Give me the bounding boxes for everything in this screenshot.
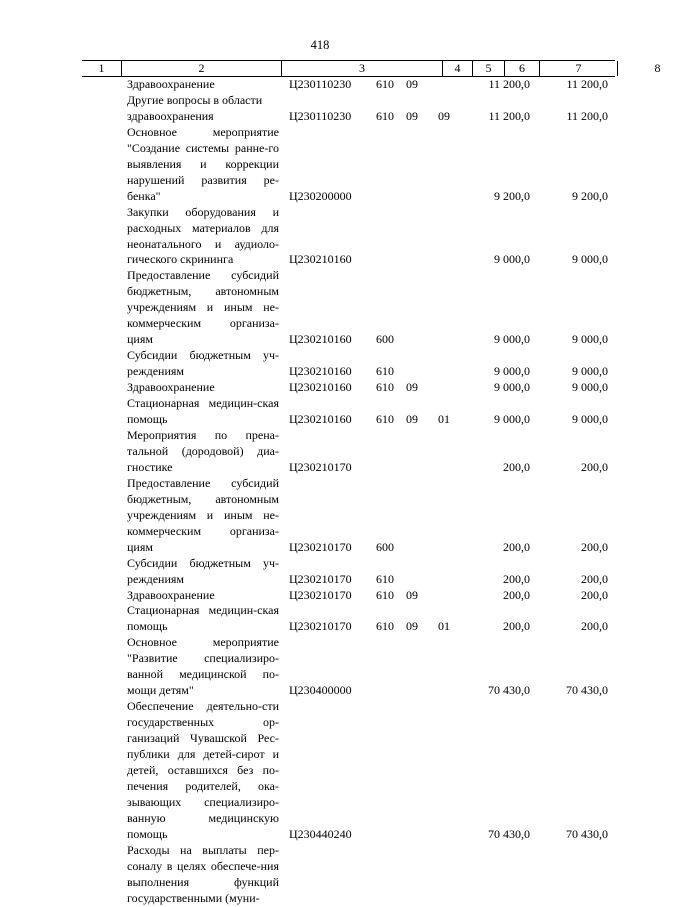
row-name: Субсидии бюджетным уч-реждениям xyxy=(127,348,279,379)
amount-year2-cell: 200,0 xyxy=(581,587,608,602)
code-cell: Ц230110230 xyxy=(289,77,352,91)
table-body xyxy=(0,77,640,907)
amount-year2-cell: 70 430,0 xyxy=(566,683,608,698)
table-row xyxy=(0,635,640,699)
expense-type-cell: 610 xyxy=(376,77,394,91)
code-cell: Ц230210170 xyxy=(289,619,352,634)
amount-year1-cell: 9 000,0 xyxy=(494,252,530,267)
expense-type-cell: 610 xyxy=(376,108,394,123)
row-name: Стационарная медицин-ская помощь xyxy=(127,603,279,634)
subsection-cell: 09 xyxy=(438,108,450,123)
expense-type-cell: 610 xyxy=(376,571,394,586)
amount-year2-cell: 200,0 xyxy=(581,571,608,586)
row-name: Основное мероприятие "Создание системы ранне-го выявления и коррекции нарушений развития ре-бенка" xyxy=(127,124,279,203)
amount-year1-cell: 9 000,0 xyxy=(494,332,530,347)
section-cell: 09 xyxy=(406,380,418,395)
expense-type-cell: 600 xyxy=(376,332,394,347)
expense-type-cell: 610 xyxy=(376,380,394,395)
code-cell: Ц230210170 xyxy=(289,587,352,602)
code-cell: Ц230440240 xyxy=(289,826,352,841)
code-cell: Ц230210170 xyxy=(289,571,352,586)
table-row xyxy=(0,205,640,269)
table-row xyxy=(0,843,640,907)
code-cell: Ц230210160 xyxy=(289,364,352,379)
table-row xyxy=(0,556,640,588)
expense-type-cell: 610 xyxy=(376,619,394,634)
header-col-1: 1 xyxy=(82,61,122,76)
row-name: Расходы на выплаты пер-соналу в целях обеспече-ния выполнения функций государственными (муни- xyxy=(127,842,279,905)
table-row xyxy=(0,125,640,205)
header-col-7: 7 xyxy=(540,61,618,76)
row-name: Здравоохранение xyxy=(127,380,215,395)
amount-year1-cell: 9 000,0 xyxy=(494,380,530,395)
code-cell: Ц230210160 xyxy=(289,380,352,395)
table-row xyxy=(0,348,640,380)
table-row xyxy=(0,476,640,556)
code-cell: Ц230200000 xyxy=(289,188,352,203)
page-number: 418 xyxy=(310,38,330,52)
table-row xyxy=(0,699,640,843)
amount-year1-cell: 9 200,0 xyxy=(494,188,530,203)
table-header xyxy=(82,60,661,77)
header-col-5: 5 xyxy=(473,61,505,76)
header-col-2: 2 xyxy=(122,61,282,76)
header-col-8: 8 xyxy=(654,61,661,75)
table-row xyxy=(0,77,640,93)
amount-year1-cell: 9 000,0 xyxy=(494,364,530,379)
amount-year1-cell: 70 430,0 xyxy=(488,826,530,841)
section-cell: 09 xyxy=(406,619,418,634)
code-cell: Ц230210160 xyxy=(289,412,352,427)
row-name: Субсидии бюджетным уч-реждениям xyxy=(127,555,279,586)
code-cell: Ц230110230 xyxy=(289,108,352,123)
section-cell: 09 xyxy=(406,77,418,91)
code-cell: Ц230210160 xyxy=(289,332,352,347)
amount-year2-cell: 9 000,0 xyxy=(572,364,608,379)
header-col-3: 3 xyxy=(282,61,443,76)
amount-year2-cell: 9 200,0 xyxy=(572,188,608,203)
row-name: Основное мероприятие "Развитие специализиро-ванной медицинской по-мощи детям" xyxy=(127,635,279,698)
amount-year2-cell: 9 000,0 xyxy=(572,332,608,347)
row-name: Предоставление субсидий бюджетным, автономным учреждениям и иным не-коммерческим организа-циям xyxy=(127,475,279,554)
amount-year2-cell: 200,0 xyxy=(581,539,608,554)
table-row xyxy=(0,380,640,396)
table-row xyxy=(0,93,640,125)
expense-type-cell: 610 xyxy=(376,587,394,602)
table-row xyxy=(0,396,640,428)
amount-year2-cell: 9 000,0 xyxy=(572,380,608,395)
amount-year2-cell: 200,0 xyxy=(581,619,608,634)
subsection-cell: 01 xyxy=(438,619,450,634)
subsection-cell: 01 xyxy=(438,412,450,427)
amount-year2-cell: 9 000,0 xyxy=(572,252,608,267)
table-row xyxy=(0,588,640,604)
amount-year2-cell: 70 430,0 xyxy=(566,826,608,841)
amount-year1-cell: 200,0 xyxy=(503,571,530,586)
amount-year1-cell: 200,0 xyxy=(503,459,530,474)
code-cell: Ц230210160 xyxy=(289,252,352,267)
amount-year1-cell: 70 430,0 xyxy=(488,683,530,698)
expense-type-cell: 600 xyxy=(376,539,394,554)
amount-year1-cell: 11 200,0 xyxy=(488,108,530,123)
code-cell: Ц230400000 xyxy=(289,683,352,698)
row-name: Мероприятия по прена-тальной (дородовой) диа-гностике xyxy=(127,427,279,474)
amount-year2-cell: 9 000,0 xyxy=(572,412,608,427)
row-name: Обеспечение деятельно-сти государственных ор-ганизаций Чувашской Рес-публики для детей-сирот и детей, оставшихся без по-печения родителей, ока-зывающих специализиро-ванную медицинскую помощь xyxy=(127,699,279,841)
section-cell: 09 xyxy=(406,108,418,123)
amount-year1-cell: 11 200,0 xyxy=(488,77,530,91)
row-name: Стационарная медицин-ская помощь xyxy=(127,396,279,427)
code-cell: Ц230210170 xyxy=(289,459,352,474)
row-name: Закупки оборудования и расходных материалов для неонатального и аудиоло-гического скрининга xyxy=(127,204,279,267)
table-row xyxy=(0,603,640,635)
header-col-6: 6 xyxy=(505,61,540,76)
amount-year2-cell: 11 200,0 xyxy=(566,108,608,123)
section-cell: 09 xyxy=(406,412,418,427)
row-name: Другие вопросы в области здравоохранения xyxy=(127,92,263,123)
amount-year2-cell: 11 200,0 xyxy=(566,77,608,91)
row-name: Предоставление субсидий бюджетным, автономным учреждениям и иным не-коммерческим организа-циям xyxy=(127,268,279,347)
code-cell: Ц230210170 xyxy=(289,539,352,554)
table-row xyxy=(0,268,640,348)
amount-year1-cell: 9 000,0 xyxy=(494,412,530,427)
header-col-4: 4 xyxy=(443,61,473,76)
amount-year1-cell: 200,0 xyxy=(503,539,530,554)
table-row xyxy=(0,428,640,476)
amount-year1-cell: 200,0 xyxy=(503,587,530,602)
section-cell: 09 xyxy=(406,587,418,602)
amount-year1-cell: 200,0 xyxy=(503,619,530,634)
amount-year2-cell: 200,0 xyxy=(581,459,608,474)
expense-type-cell: 610 xyxy=(376,364,394,379)
expense-type-cell: 610 xyxy=(376,412,394,427)
row-name: Здравоохранение xyxy=(127,587,215,602)
row-name: Здравоохранение xyxy=(127,77,215,91)
